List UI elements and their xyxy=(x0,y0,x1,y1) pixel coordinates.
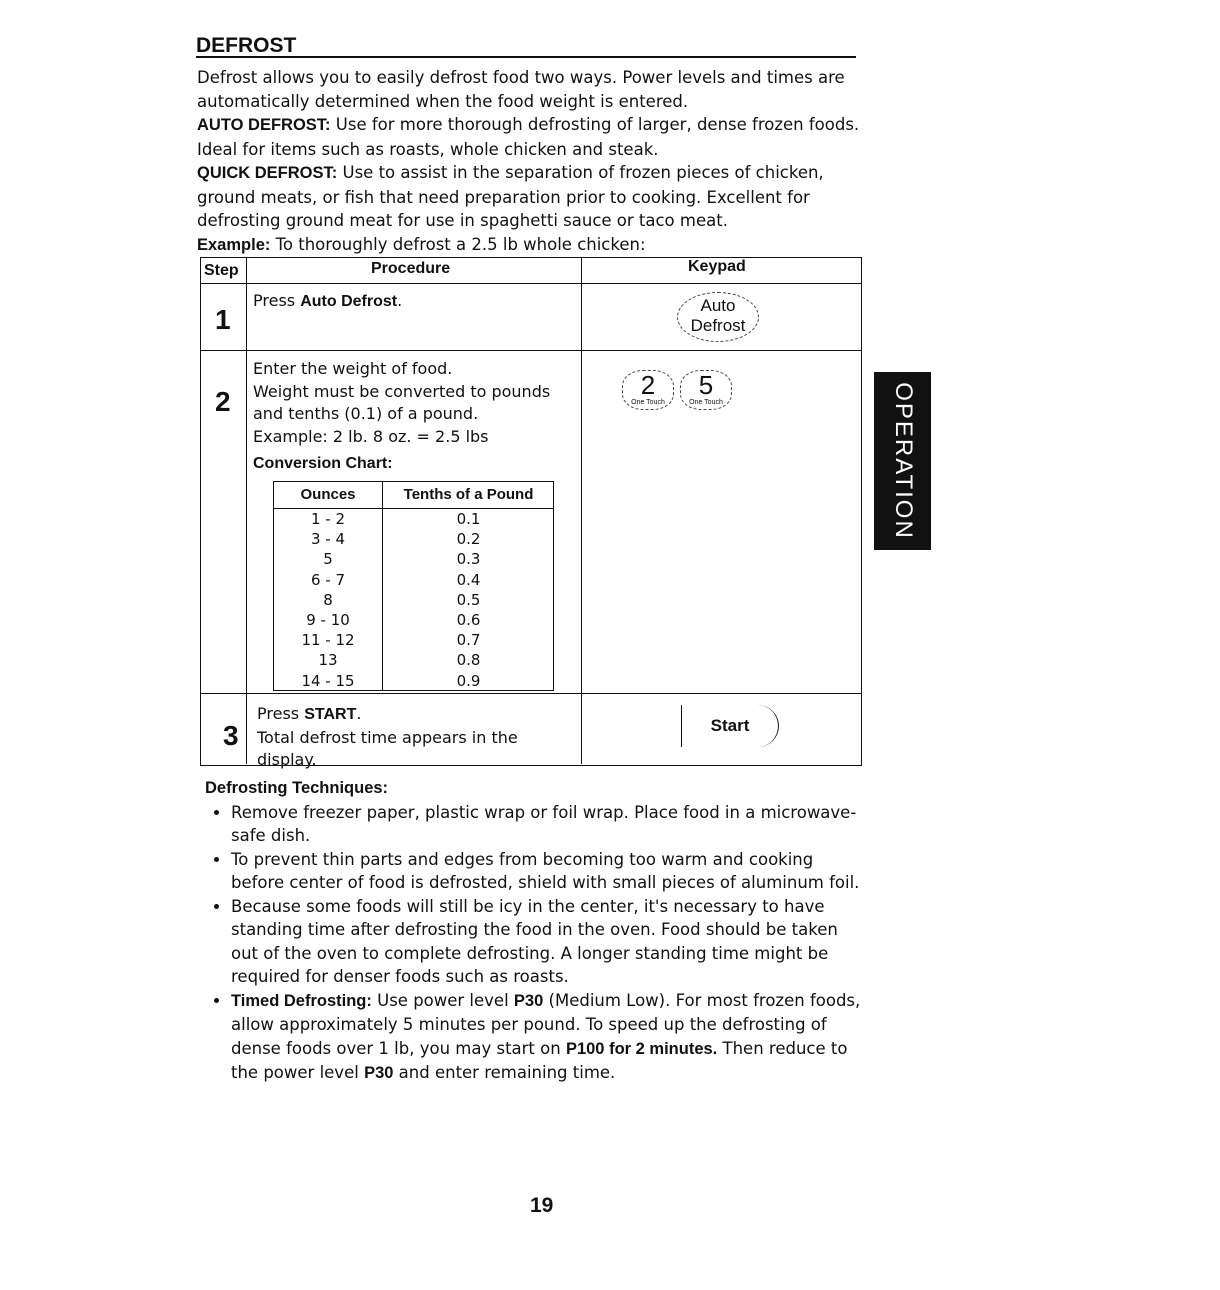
procedure-table xyxy=(200,257,862,769)
text: Auto Defrost xyxy=(300,293,398,310)
auto-defrost-paragraph xyxy=(197,113,867,161)
conversion-chart xyxy=(273,481,554,691)
example-paragraph xyxy=(197,233,867,258)
technique-item: • Because some foods will still be icy in the center, it's necessary to have standing time after defrosting the food in the oven. Food should be taken out of the oven to complete defrosting. A longer standing time might be required for denser foods such as roasts. xyxy=(231,895,870,989)
text: Press xyxy=(253,291,301,310)
text: P30 xyxy=(513,991,544,1010)
auto-defrost-label: AUTO DEFROST: xyxy=(197,116,331,134)
cell: 0.1 xyxy=(456,510,481,528)
title-rule xyxy=(196,56,856,58)
step3-procedure xyxy=(257,703,518,772)
text: Then reduce to the power level xyxy=(231,1038,848,1082)
text: . xyxy=(397,291,403,310)
page-number: 19 xyxy=(530,1194,554,1217)
divider xyxy=(246,258,247,764)
cell: 0.4 xyxy=(456,570,481,589)
cell: 0.7 xyxy=(456,631,481,650)
tenths-column xyxy=(382,482,554,690)
text: Enter the weight of food. xyxy=(253,359,453,378)
key-5 xyxy=(680,370,732,410)
text: One Touch xyxy=(689,399,723,406)
example-text: To thoroughly defrost a 2.5 lb whole chicken: xyxy=(270,234,646,254)
step-number: 3 xyxy=(223,720,239,751)
text: 2 xyxy=(640,370,656,400)
auto-defrost-key xyxy=(677,292,759,342)
cell: 5 xyxy=(323,550,333,569)
cell: 1 - 2 xyxy=(310,510,346,528)
cell: 14 - 15 xyxy=(301,671,355,690)
techniques-heading: Defrosting Techniques: xyxy=(205,779,389,797)
cell: 9 - 10 xyxy=(306,610,350,629)
header-keypad: Keypad xyxy=(688,258,746,275)
key-2 xyxy=(622,370,674,410)
section-side-tab xyxy=(874,372,931,550)
text: Press xyxy=(257,704,305,723)
cell: 0.2 xyxy=(456,530,481,549)
cell: 11 - 12 xyxy=(301,631,355,650)
auto-defrost-text: Use for more thorough defrosting of larger, dense frozen foods. Ideal for items such as roasts, whole chicken and steak. xyxy=(197,115,860,159)
text: START xyxy=(304,706,357,723)
text: One Touch xyxy=(631,399,665,406)
cell: 6 - 7 xyxy=(310,570,346,589)
divider xyxy=(201,283,861,284)
side-tab-label: OPERATION xyxy=(889,382,917,540)
quick-defrost-text: Use to assist in the separation of frozen pieces of chicken, ground meats, or fish that need preparation prior to cooking. Excellent for defrosting ground meat for use in spaghetti sauce or taco meat. xyxy=(197,163,824,230)
text: Example: 2 lb. 8 oz. = 2.5 lbs xyxy=(253,426,489,446)
text: Total defrost time appears in the xyxy=(257,727,518,747)
text: and enter remaining time. xyxy=(393,1063,616,1082)
text: Weight must be converted to pounds xyxy=(253,381,551,401)
header-tenths: Tenths of a Pound xyxy=(383,482,554,509)
step-number: 1 xyxy=(215,304,231,335)
header-step: Step xyxy=(204,262,239,279)
step-number: 2 xyxy=(215,386,231,417)
divider xyxy=(581,258,582,764)
conversion-chart-label: Conversion Chart: xyxy=(253,455,393,472)
section-title: DEFROST xyxy=(196,34,297,57)
text: P100 for 2 minutes. xyxy=(565,1039,718,1058)
text: Auto xyxy=(700,296,736,315)
text: P30 xyxy=(364,1064,394,1082)
text: 5 xyxy=(698,370,714,400)
text: . xyxy=(356,704,362,723)
example-label: Example: xyxy=(197,235,271,254)
cell: 0.6 xyxy=(456,610,481,629)
header-procedure: Procedure xyxy=(371,260,451,277)
text: and tenths (0.1) of a pound. xyxy=(253,404,479,423)
text: Timed Defrosting: xyxy=(231,991,372,1010)
defrosting-techniques xyxy=(205,776,870,1086)
divider xyxy=(201,693,861,694)
step2-procedure xyxy=(253,358,550,476)
intro-paragraph: Defrost allows you to easily defrost food two ways. Power levels and times are automatically determined when the food weight is entered. xyxy=(197,68,845,111)
cell: 13 xyxy=(318,651,338,670)
header-ounces: Ounces xyxy=(274,482,382,509)
intro-text xyxy=(197,66,867,257)
ounces-column xyxy=(274,482,382,691)
cell: 0.5 xyxy=(456,590,481,609)
text: Defrost xyxy=(690,316,746,335)
cell: 0.3 xyxy=(456,550,481,569)
technique-item: • Remove freezer paper, plastic wrap or foil wrap. Place food in a microwave-safe dish. xyxy=(231,801,870,848)
text: display. xyxy=(257,750,317,769)
quick-defrost-paragraph xyxy=(197,161,867,233)
divider xyxy=(201,350,861,351)
cell: 0.9 xyxy=(456,671,481,690)
step1-procedure xyxy=(253,290,402,314)
technique-item: • To prevent thin parts and edges from becoming too warm and cooking before center of food is defrosted, shield with small pieces of aluminum foil. xyxy=(231,848,870,895)
text: (Medium Low). For most frozen foods, allow approximately 5 minutes per pound. To speed up the defrosting of dense foods over 1 lb, you may start on xyxy=(231,990,861,1058)
quick-defrost-label: QUICK DEFROST: xyxy=(197,164,338,182)
cell: 0.8 xyxy=(456,651,481,670)
cell: 8 xyxy=(323,590,333,609)
start-key: Start xyxy=(681,705,779,747)
technique-item xyxy=(231,989,870,1086)
text: Use power level xyxy=(371,990,514,1010)
cell: 3 - 4 xyxy=(310,530,346,549)
